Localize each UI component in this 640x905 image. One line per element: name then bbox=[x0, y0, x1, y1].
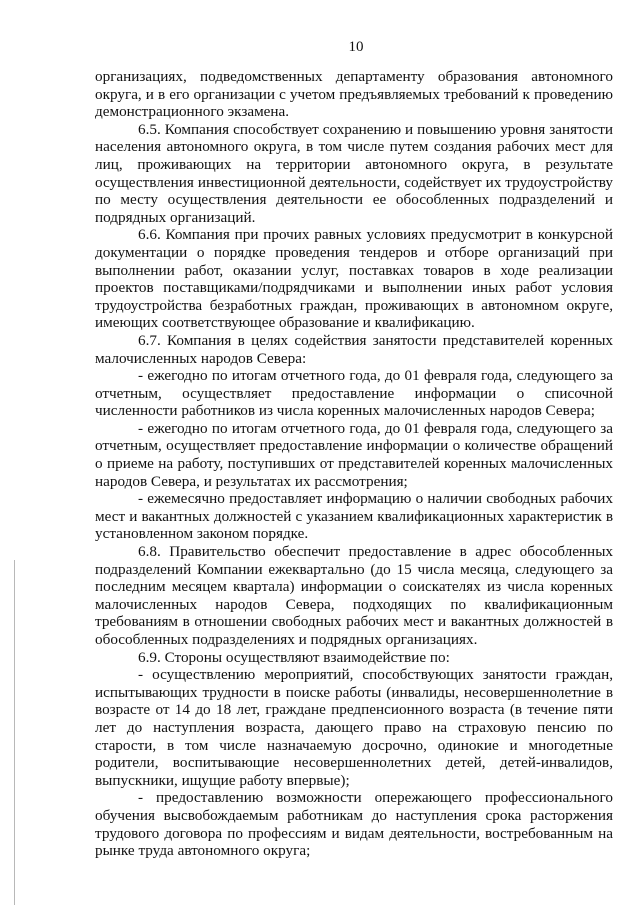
page-number: 10 bbox=[348, 39, 364, 55]
paragraph-6-8: 6.8. Правительство обеспечит предоставление в адрес обособленных подразделений Компании ежеквартально (до 15 числа месяца, следующего за последним месяцем квартала) информации о соискателях из числа коренных малочисленных народов Севера, подходящих по квалификационным требованиям в отношении свободных рабочих мест и вакантных должностей в обособленных подразделениях и подрядных организациях. bbox=[95, 543, 613, 648]
list-item-6-7-1: - ежегодно по итогам отчетного года, до 01 февраля года, следующего за отчетным, осуществляет предоставление информации о списочной численности работников из числа коренных малочисленных народов Севера; bbox=[95, 367, 613, 420]
list-item-6-7-2: - ежегодно по итогам отчетного года, до 01 февраля года, следующего за отчетным, осуществляет предоставление информации о количестве обращений о приеме на работу, поступивших от представителей коренных малочисленных народов Севера, и результатах их рассмотрения; bbox=[95, 419, 613, 490]
paragraph-6-6: 6.6. Компания при прочих равных условиях предусмотрит в конкурсной документации о порядке проведения тендеров и отборе организаций при выполнении работ, оказании услуг, поставках товаров в ходе реализации проектов поставщиками/подрядчиками и выполнении иных работ условия трудоустройства безработных граждан, проживающих в автономном округе, имеющих соответствующее образование и квалификацию. bbox=[95, 226, 613, 332]
scan-edge-line bbox=[14, 560, 15, 905]
document-body bbox=[95, 68, 613, 860]
list-item-6-9-1: - осуществлению мероприятий, способствующих занятости граждан, испытывающих трудности в поиске работы (инвалиды, несовершеннолетние в возрасте от 14 до 18 лет, граждане предпенсионного возраста (в течение пяти лет до наступления возраста, дающего право на страховую пенсию по старости, в том числе назначаемую досрочно, одинокие и многодетные родители, воспитывающие несовершеннолетних детей, детей-инвалидов, выпускники, ищущие работу впервые); bbox=[95, 666, 613, 789]
paragraph-6-5: 6.5. Компания способствует сохранению и повышению уровня занятости населения автономного округа, в том числе путем создания рабочих мест для лиц, проживающих на территории автономного округа, в результате осуществления инвестиционной деятельности, содействует их трудоустройству по месту осуществления деятельности ее обособленных подразделений и подрядных организаций. bbox=[95, 120, 613, 226]
list-item-6-9-2: - предоставлению возможности опережающего профессионального обучения высвобождаемым работникам до наступления срока расторжения трудового договора по профессиям и видам деятельности, востребованным на рынке труда автономного округа; bbox=[95, 789, 613, 860]
paragraph-continuation: организациях, подведомственных департаменту образования автономного округа, и в его организации с учетом предъявляемых требований к проведению демонстрационного экзамена. bbox=[95, 68, 613, 121]
paragraph-6-9: 6.9. Стороны осуществляют взаимодействие по: bbox=[138, 648, 450, 666]
list-item-6-7-3: - ежемесячно предоставляет информацию о наличии свободных рабочих мест и вакантных должностей с указанием квалификационных характеристик в установленном законом порядке. bbox=[95, 490, 613, 543]
paragraph-6-7: 6.7. Компания в целях содействия занятости представителей коренных малочисленных народов Севера: bbox=[95, 331, 613, 367]
